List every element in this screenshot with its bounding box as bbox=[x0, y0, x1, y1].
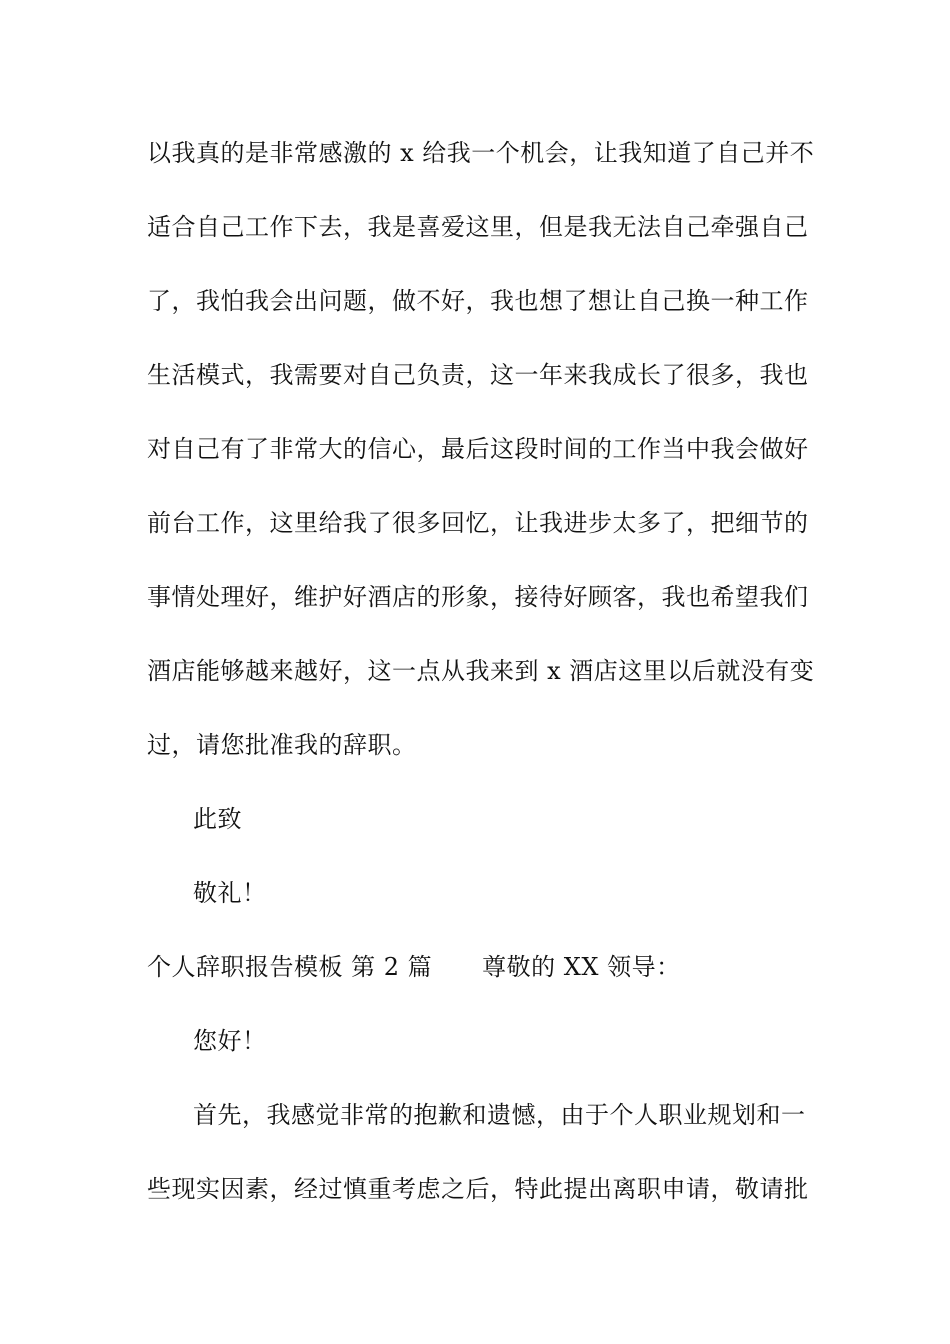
paragraph-1-line-4: 生活模式，我需要对自己负责，这一年来我成长了很多，我也 bbox=[147, 361, 809, 389]
greeting: 您好！ bbox=[193, 1027, 267, 1055]
closing-jing-li: 敬礼！ bbox=[193, 879, 267, 907]
paragraph-1-line-6: 前台工作，这里给我了很多回忆，让我进步太多了，把细节的 bbox=[147, 509, 809, 537]
paragraph-1-line-9: 过，请您批准我的辞职。 bbox=[147, 731, 417, 759]
paragraph-1-line-3: 了，我怕我会出问题，做不好，我也想了想让自己换一种工作 bbox=[147, 287, 809, 315]
salutation: 尊敬的 XX 领导： bbox=[482, 953, 681, 981]
paragraph-1-line-1: 以我真的是非常感激的 x 给我一个机会，让我知道了自己并不 bbox=[147, 139, 815, 167]
paragraph-2-line-1: 首先，我感觉非常的抱歉和遗憾，由于个人职业规划和一 bbox=[193, 1101, 806, 1129]
section-title: 个人辞职报告模板 第 2 篇 bbox=[147, 953, 433, 981]
paragraph-2-line-2: 些现实因素，经过慎重考虑之后，特此提出离职申请，敬请批 bbox=[147, 1175, 809, 1203]
paragraph-1-line-7: 事情处理好，维护好酒店的形象，接待好顾客，我也希望我们 bbox=[147, 583, 809, 611]
section-heading-line bbox=[147, 947, 807, 987]
paragraph-1-line-8: 酒店能够越来越好，这一点从我来到 x 酒店这里以后就没有变 bbox=[147, 657, 815, 685]
paragraph-1-line-2: 适合自己工作下去，我是喜爱这里，但是我无法自己牵强自己 bbox=[147, 213, 809, 241]
paragraph-1-line-5: 对自己有了非常大的信心，最后这段时间的工作当中我会做好 bbox=[147, 435, 809, 463]
closing-ci-zhi: 此致 bbox=[193, 805, 242, 833]
